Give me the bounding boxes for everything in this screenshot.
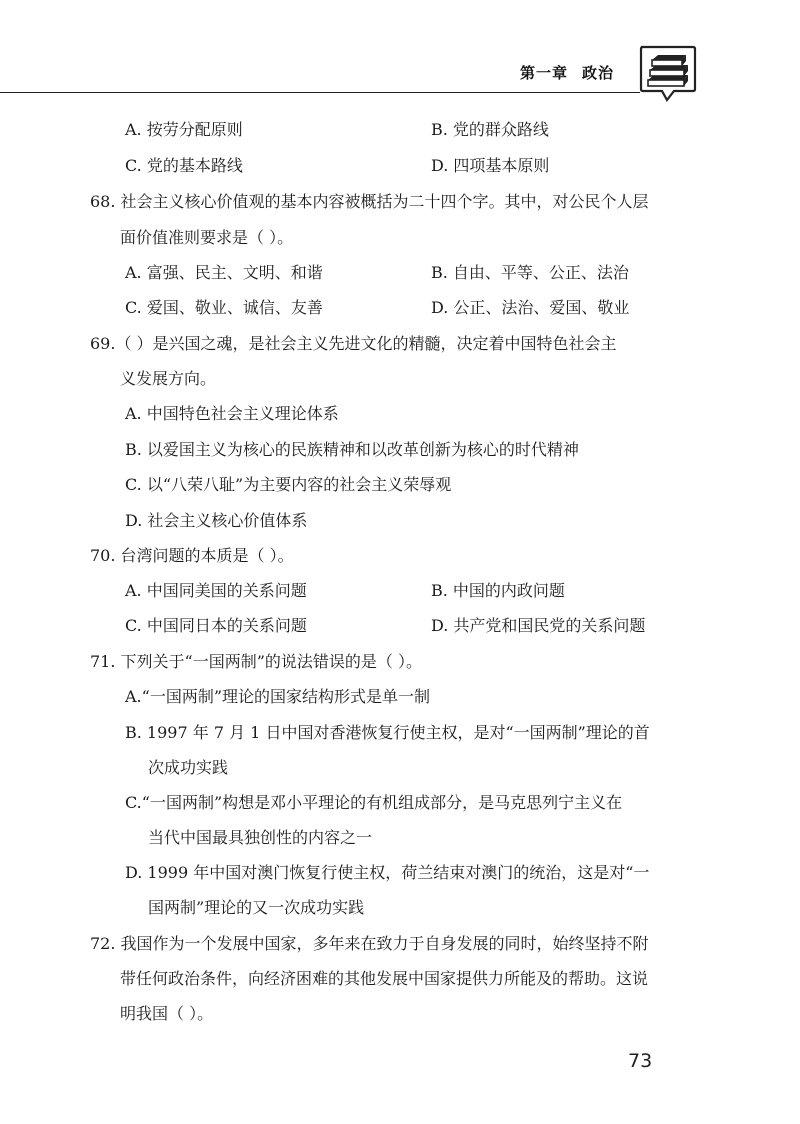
q68-stem-line-2: 面价值准则要求是（ ）。 [120,228,294,247]
page-number: 73 [628,1050,653,1072]
q72-stem-line-2: 带任何政治条件，向经济困难的其他发展中国家提供力所能及的帮助。这说 [120,969,649,988]
q71-option-a: A.“一国两制”理论的国家结构形式是单一制 [125,687,431,706]
q72-stem-line-3: 明我国（ ）。 [120,1004,214,1023]
q70-option-b: B. 中国的内政问题 [431,581,565,600]
q68-option-b: B. 自由、平等、公正、法治 [431,263,629,282]
q69-stem-line-2: 义发展方向。 [120,369,217,388]
q71-stem: 71. 下列关于“一国两制”的说法错误的是（ ）。 [90,652,422,671]
q71-option-c-line-1: C.“一国两制”构想是邓小平理论的有机组成部分，是马克思列宁主义在 [125,793,623,812]
q67-option-b: B. 党的群众路线 [431,120,549,139]
chapter-label: 第一章 [520,64,569,82]
q69-option-a: A. 中国特色社会主义理论体系 [125,404,339,423]
q67-option-a: A. 按劳分配原则 [125,120,243,139]
q71-option-b-line-2: 次成功实践 [148,758,229,777]
q70-option-d: D. 共产党和国民党的关系问题 [431,616,646,635]
q71-option-d-line-2: 国两制”理论的又一次成功实践 [148,898,365,917]
q70-option-c: C. 中国同日本的关系问题 [125,616,307,635]
q68-stem-line-1: 68. 社会主义核心价值观的基本内容被概括为二十四个字。其中，对公民个人层 [90,192,649,211]
q71-option-c-line-2: 当代中国最具独创性的内容之一 [148,828,373,847]
q71-option-b-line-1: B. 1997 年 7 月 1 日中国对香港恢复行使主权，是对“一国两制”理论的首 [125,723,650,742]
q67-option-c: C. 党的基本路线 [125,156,243,175]
q71-option-d-line-1: D. 1999 年中国对澳门恢复行使主权，荷兰结束对澳门的统治，这是对“一 [125,863,650,882]
q68-option-d: D. 公正、法治、爱国、敬业 [431,298,630,317]
section-label: 政治 [582,64,615,82]
q68-option-a: A. 富强、民主、文明、和谐 [125,263,323,282]
q70-stem: 70. 台湾问题的本质是（ ）。 [90,546,294,565]
q69-stem-line-1: 69.（ ）是兴国之魂，是社会主义先进文化的精髓，决定着中国特色社会主 [90,334,617,353]
q69-option-d: D. 社会主义核心价值体系 [125,511,308,530]
q69-option-b: B. 以爱国主义为核心的民族精神和以改革创新为核心的时代精神 [125,440,579,459]
q68-option-c: C. 爱国、敬业、诚信、友善 [125,298,323,317]
q67-option-d: D. 四项基本原则 [431,156,550,175]
q69-option-c: C. 以“八荣八耻”为主要内容的社会主义荣辱观 [125,475,452,494]
q70-option-a: A. 中国同美国的关系问题 [125,581,307,600]
q72-stem-line-1: 72. 我国作为一个发展中国家，多年来在致力于自身发展的同时，始终坚持不附 [90,934,649,953]
